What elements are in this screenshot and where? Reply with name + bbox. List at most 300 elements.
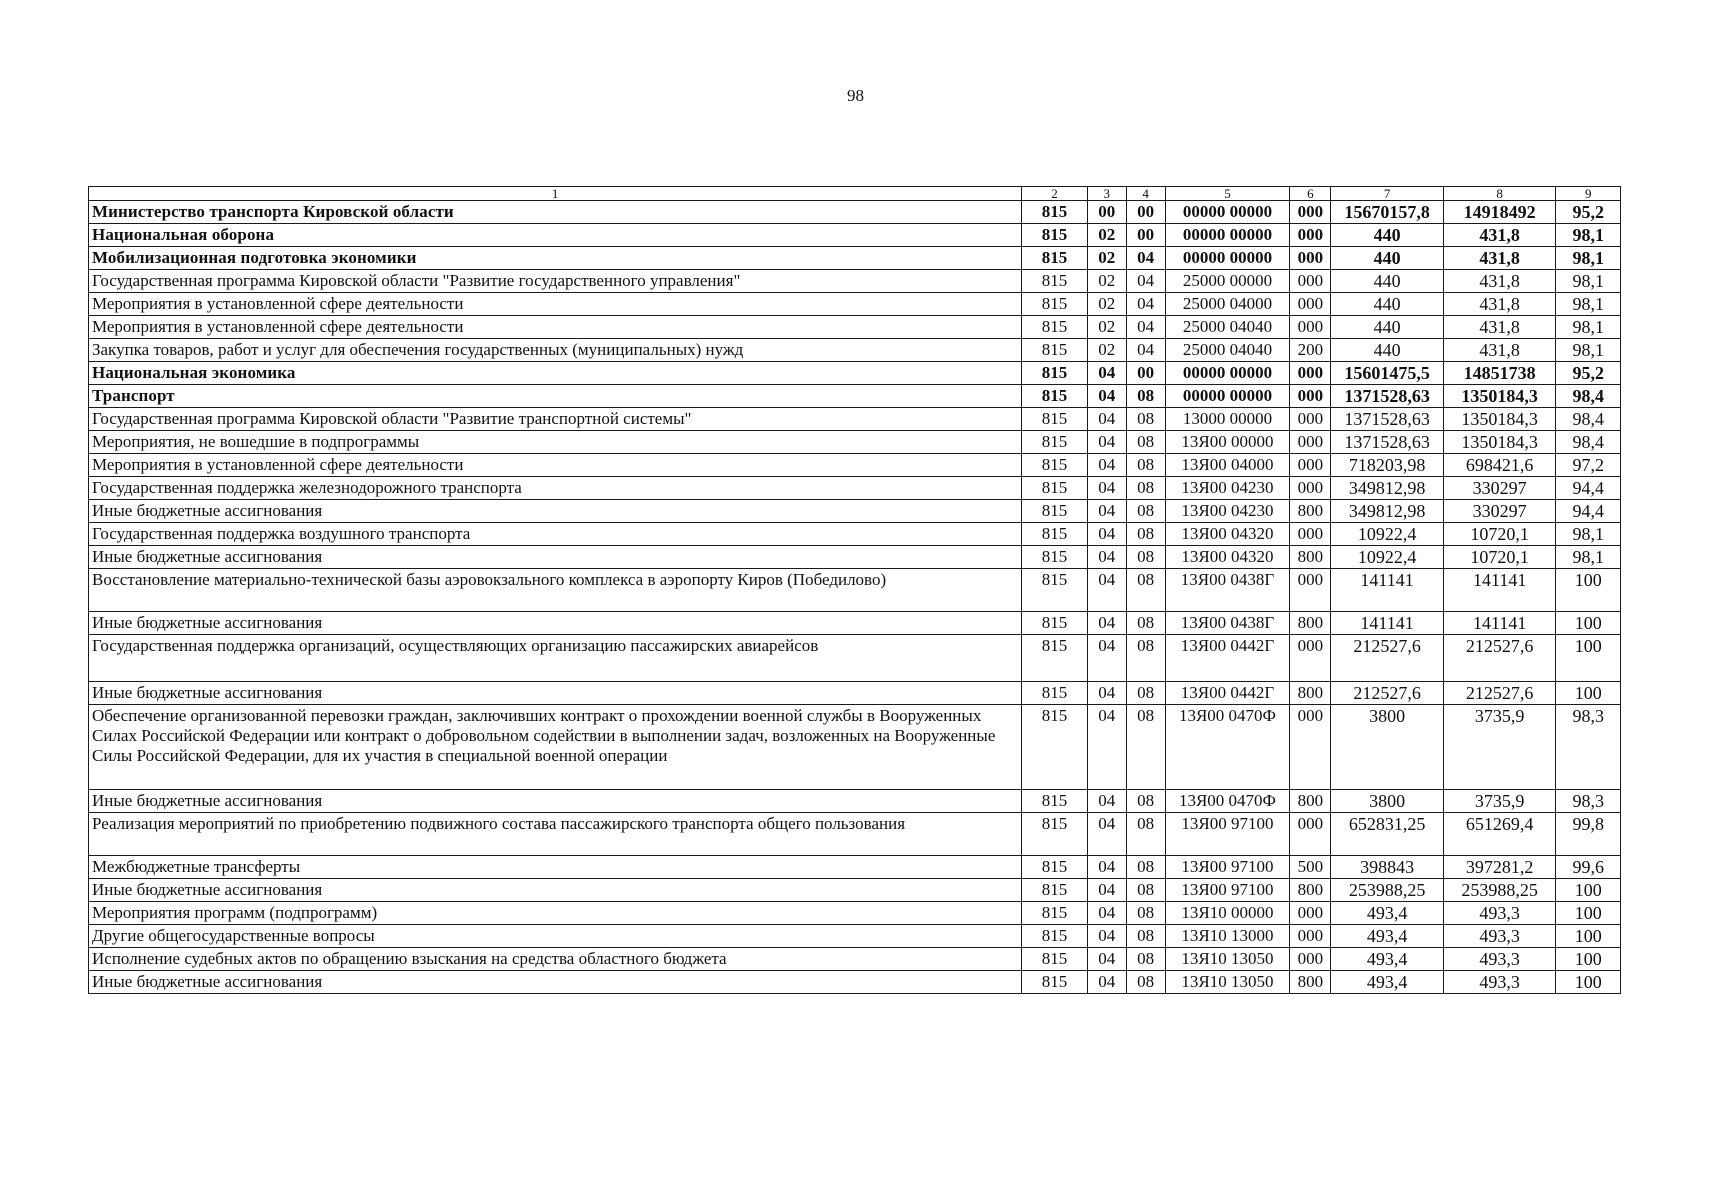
cell-code-admin: 815	[1022, 224, 1087, 247]
cell-section: 04	[1087, 813, 1126, 856]
cell-name: Национальная экономика	[89, 362, 1022, 385]
cell-planned: 10922,4	[1331, 523, 1444, 546]
cell-target-article: 13Я10 13050	[1165, 971, 1290, 994]
cell-planned: 1371528,63	[1331, 408, 1444, 431]
cell-name: Обеспечение организованной перевозки граждан, заключивших контракт о прохождении военной службы в Вооруженных Силах Российской Федерации или контракт о добровольном содействии в выполнении задач, возложенных на Вооруженные Силы Российской Федерации, для их участия в специальной военной операции	[89, 705, 1022, 790]
cell-expense-type: 800	[1290, 682, 1331, 705]
cell-target-article: 13Я00 0470Ф	[1165, 705, 1290, 790]
cell-percent: 98,1	[1556, 523, 1621, 546]
cell-subsection: 08	[1126, 813, 1165, 856]
budget-table	[88, 186, 1621, 994]
cell-name: Государственная программа Кировской области "Развитие транспортной системы"	[89, 408, 1022, 431]
cell-section: 04	[1087, 971, 1126, 994]
table-row	[89, 293, 1621, 316]
cell-subsection: 08	[1126, 477, 1165, 500]
column-header: 9	[1556, 187, 1621, 201]
table-row	[89, 682, 1621, 705]
cell-code-admin: 815	[1022, 247, 1087, 270]
cell-planned: 3800	[1331, 790, 1444, 813]
cell-target-article: 25000 04040	[1165, 339, 1290, 362]
cell-subsection: 08	[1126, 879, 1165, 902]
cell-name: Государственная поддержка железнодорожного транспорта	[89, 477, 1022, 500]
column-header: 8	[1443, 187, 1556, 201]
column-header: 2	[1022, 187, 1087, 201]
cell-percent: 100	[1556, 612, 1621, 635]
cell-section: 04	[1087, 879, 1126, 902]
cell-target-article: 00000 00000	[1165, 362, 1290, 385]
cell-expense-type: 800	[1290, 546, 1331, 569]
cell-subsection: 08	[1126, 454, 1165, 477]
cell-percent: 100	[1556, 879, 1621, 902]
table-row	[89, 813, 1621, 856]
table-row	[89, 523, 1621, 546]
cell-executed: 431,8	[1443, 339, 1556, 362]
column-header: 3	[1087, 187, 1126, 201]
cell-code-admin: 815	[1022, 201, 1087, 224]
cell-target-article: 00000 00000	[1165, 201, 1290, 224]
cell-executed: 493,3	[1443, 948, 1556, 971]
cell-planned: 493,4	[1331, 948, 1444, 971]
cell-name: Министерство транспорта Кировской области	[89, 201, 1022, 224]
cell-executed: 14918492	[1443, 201, 1556, 224]
cell-executed: 698421,6	[1443, 454, 1556, 477]
cell-target-article: 13Я10 00000	[1165, 902, 1290, 925]
cell-planned: 212527,6	[1331, 635, 1444, 682]
cell-executed: 14851738	[1443, 362, 1556, 385]
cell-expense-type: 000	[1290, 925, 1331, 948]
cell-executed: 141141	[1443, 569, 1556, 612]
cell-name: Мероприятия в установленной сфере деятельности	[89, 293, 1022, 316]
cell-code-admin: 815	[1022, 635, 1087, 682]
cell-executed: 1350184,3	[1443, 431, 1556, 454]
cell-code-admin: 815	[1022, 316, 1087, 339]
cell-planned: 652831,25	[1331, 813, 1444, 856]
cell-section: 02	[1087, 339, 1126, 362]
cell-section: 04	[1087, 856, 1126, 879]
cell-section: 02	[1087, 316, 1126, 339]
cell-expense-type: 000	[1290, 477, 1331, 500]
cell-code-admin: 815	[1022, 408, 1087, 431]
cell-executed: 253988,25	[1443, 879, 1556, 902]
cell-section: 02	[1087, 270, 1126, 293]
cell-code-admin: 815	[1022, 339, 1087, 362]
table-row	[89, 247, 1621, 270]
cell-code-admin: 815	[1022, 385, 1087, 408]
cell-code-admin: 815	[1022, 902, 1087, 925]
cell-percent: 98,4	[1556, 385, 1621, 408]
column-header: 7	[1331, 187, 1444, 201]
cell-code-admin: 815	[1022, 523, 1087, 546]
cell-section: 04	[1087, 454, 1126, 477]
cell-section: 04	[1087, 790, 1126, 813]
cell-expense-type: 000	[1290, 569, 1331, 612]
cell-section: 04	[1087, 682, 1126, 705]
cell-subsection: 08	[1126, 790, 1165, 813]
cell-section: 04	[1087, 902, 1126, 925]
cell-percent: 99,6	[1556, 856, 1621, 879]
cell-name: Исполнение судебных актов по обращению взыскания на средства областного бюджета	[89, 948, 1022, 971]
cell-subsection: 08	[1126, 612, 1165, 635]
cell-expense-type: 000	[1290, 813, 1331, 856]
cell-subsection: 04	[1126, 339, 1165, 362]
cell-executed: 431,8	[1443, 224, 1556, 247]
cell-code-admin: 815	[1022, 500, 1087, 523]
page-number: 98	[847, 86, 864, 105]
cell-expense-type: 500	[1290, 856, 1331, 879]
cell-target-article: 13Я00 0442Г	[1165, 635, 1290, 682]
cell-subsection: 08	[1126, 569, 1165, 612]
cell-percent: 98,1	[1556, 546, 1621, 569]
cell-subsection: 00	[1126, 224, 1165, 247]
cell-section: 04	[1087, 500, 1126, 523]
table-row	[89, 546, 1621, 569]
cell-name: Закупка товаров, работ и услуг для обеспечения государственных (муниципальных) нужд	[89, 339, 1022, 362]
cell-target-article: 00000 00000	[1165, 385, 1290, 408]
cell-subsection: 04	[1126, 270, 1165, 293]
cell-name: Мероприятия программ (подпрограмм)	[89, 902, 1022, 925]
cell-section: 04	[1087, 431, 1126, 454]
table-row	[89, 612, 1621, 635]
cell-section: 02	[1087, 293, 1126, 316]
table-row	[89, 477, 1621, 500]
cell-expense-type: 000	[1290, 523, 1331, 546]
table-row	[89, 856, 1621, 879]
cell-name: Иные бюджетные ассигнования	[89, 790, 1022, 813]
cell-section: 04	[1087, 925, 1126, 948]
cell-subsection: 04	[1126, 293, 1165, 316]
cell-expense-type: 000	[1290, 316, 1331, 339]
cell-planned: 440	[1331, 339, 1444, 362]
cell-subsection: 00	[1126, 201, 1165, 224]
cell-code-admin: 815	[1022, 546, 1087, 569]
cell-target-article: 13Я00 04000	[1165, 454, 1290, 477]
cell-executed: 493,3	[1443, 925, 1556, 948]
cell-name: Иные бюджетные ассигнования	[89, 546, 1022, 569]
table-row	[89, 971, 1621, 994]
cell-percent: 100	[1556, 635, 1621, 682]
cell-expense-type: 000	[1290, 270, 1331, 293]
cell-subsection: 08	[1126, 408, 1165, 431]
cell-planned: 440	[1331, 270, 1444, 293]
cell-target-article: 13Я00 97100	[1165, 856, 1290, 879]
cell-planned: 1371528,63	[1331, 431, 1444, 454]
cell-name: Иные бюджетные ассигнования	[89, 879, 1022, 902]
cell-code-admin: 815	[1022, 705, 1087, 790]
cell-subsection: 08	[1126, 902, 1165, 925]
cell-planned: 3800	[1331, 705, 1444, 790]
cell-section: 02	[1087, 224, 1126, 247]
cell-planned: 398843	[1331, 856, 1444, 879]
cell-section: 04	[1087, 948, 1126, 971]
cell-planned: 349812,98	[1331, 500, 1444, 523]
cell-target-article: 13Я00 04230	[1165, 477, 1290, 500]
cell-planned: 253988,25	[1331, 879, 1444, 902]
cell-target-article: 13Я00 0442Г	[1165, 682, 1290, 705]
cell-section: 04	[1087, 635, 1126, 682]
cell-executed: 431,8	[1443, 247, 1556, 270]
cell-name: Мероприятия, не вошедшие в подпрограммы	[89, 431, 1022, 454]
cell-section: 02	[1087, 247, 1126, 270]
cell-code-admin: 815	[1022, 879, 1087, 902]
cell-expense-type: 200	[1290, 339, 1331, 362]
cell-code-admin: 815	[1022, 431, 1087, 454]
cell-executed: 330297	[1443, 500, 1556, 523]
table-row	[89, 408, 1621, 431]
cell-name: Государственная поддержка воздушного транспорта	[89, 523, 1022, 546]
cell-percent: 98,1	[1556, 339, 1621, 362]
cell-name: Иные бюджетные ассигнования	[89, 612, 1022, 635]
cell-percent: 100	[1556, 948, 1621, 971]
cell-expense-type: 000	[1290, 385, 1331, 408]
cell-expense-type: 000	[1290, 902, 1331, 925]
cell-executed: 3735,9	[1443, 705, 1556, 790]
cell-section: 04	[1087, 362, 1126, 385]
table-row	[89, 925, 1621, 948]
cell-expense-type: 000	[1290, 705, 1331, 790]
cell-subsection: 04	[1126, 316, 1165, 339]
cell-planned: 1371528,63	[1331, 385, 1444, 408]
cell-name: Иные бюджетные ассигнования	[89, 500, 1022, 523]
cell-planned: 493,4	[1331, 902, 1444, 925]
cell-subsection: 08	[1126, 948, 1165, 971]
cell-name: Иные бюджетные ассигнования	[89, 682, 1022, 705]
cell-subsection: 08	[1126, 500, 1165, 523]
cell-planned: 440	[1331, 293, 1444, 316]
cell-percent: 100	[1556, 569, 1621, 612]
cell-section: 04	[1087, 385, 1126, 408]
cell-section: 04	[1087, 523, 1126, 546]
cell-percent: 98,1	[1556, 316, 1621, 339]
table-row	[89, 790, 1621, 813]
cell-name: Межбюджетные трансферты	[89, 856, 1022, 879]
cell-name: Восстановление материально-технической базы аэровокзального комплекса в аэропорту Киров (Победилово)	[89, 569, 1022, 612]
cell-code-admin: 815	[1022, 682, 1087, 705]
cell-expense-type: 000	[1290, 408, 1331, 431]
cell-executed: 212527,6	[1443, 682, 1556, 705]
table-row	[89, 879, 1621, 902]
cell-name: Другие общегосударственные вопросы	[89, 925, 1022, 948]
cell-target-article: 13Я00 04320	[1165, 523, 1290, 546]
cell-percent: 98,3	[1556, 705, 1621, 790]
cell-section: 04	[1087, 477, 1126, 500]
cell-percent: 94,4	[1556, 477, 1621, 500]
cell-expense-type: 000	[1290, 224, 1331, 247]
cell-target-article: 13Я00 00000	[1165, 431, 1290, 454]
cell-code-admin: 815	[1022, 477, 1087, 500]
cell-subsection: 08	[1126, 431, 1165, 454]
table-body	[89, 201, 1621, 994]
cell-code-admin: 815	[1022, 569, 1087, 612]
cell-executed: 397281,2	[1443, 856, 1556, 879]
table-row	[89, 339, 1621, 362]
cell-executed: 431,8	[1443, 293, 1556, 316]
cell-percent: 100	[1556, 902, 1621, 925]
cell-code-admin: 815	[1022, 293, 1087, 316]
cell-executed: 1350184,3	[1443, 408, 1556, 431]
cell-section: 04	[1087, 569, 1126, 612]
cell-planned: 493,4	[1331, 925, 1444, 948]
cell-planned: 718203,98	[1331, 454, 1444, 477]
cell-subsection: 00	[1126, 362, 1165, 385]
table-row	[89, 316, 1621, 339]
cell-executed: 1350184,3	[1443, 385, 1556, 408]
cell-subsection: 08	[1126, 971, 1165, 994]
cell-name: Иные бюджетные ассигнования	[89, 971, 1022, 994]
cell-section: 04	[1087, 705, 1126, 790]
cell-executed: 330297	[1443, 477, 1556, 500]
cell-subsection: 08	[1126, 523, 1165, 546]
cell-target-article: 13Я00 0438Г	[1165, 569, 1290, 612]
cell-percent: 95,2	[1556, 201, 1621, 224]
cell-percent: 100	[1556, 925, 1621, 948]
cell-expense-type: 800	[1290, 612, 1331, 635]
cell-code-admin: 815	[1022, 612, 1087, 635]
cell-subsection: 08	[1126, 856, 1165, 879]
cell-executed: 651269,4	[1443, 813, 1556, 856]
cell-executed: 493,3	[1443, 902, 1556, 925]
cell-expense-type: 000	[1290, 431, 1331, 454]
cell-target-article: 13Я00 97100	[1165, 879, 1290, 902]
cell-planned: 15601475,5	[1331, 362, 1444, 385]
cell-subsection: 08	[1126, 682, 1165, 705]
table-row	[89, 224, 1621, 247]
cell-target-article: 13Я10 13000	[1165, 925, 1290, 948]
cell-section: 00	[1087, 201, 1126, 224]
cell-expense-type: 000	[1290, 635, 1331, 682]
cell-target-article: 13000 00000	[1165, 408, 1290, 431]
cell-executed: 431,8	[1443, 316, 1556, 339]
table-row	[89, 635, 1621, 682]
cell-planned: 141141	[1331, 612, 1444, 635]
cell-subsection: 08	[1126, 925, 1165, 948]
cell-expense-type: 000	[1290, 454, 1331, 477]
cell-target-article: 13Я00 0438Г	[1165, 612, 1290, 635]
cell-expense-type: 800	[1290, 971, 1331, 994]
cell-target-article: 25000 04000	[1165, 293, 1290, 316]
column-header: 1	[89, 187, 1022, 201]
cell-subsection: 08	[1126, 705, 1165, 790]
cell-percent: 98,1	[1556, 293, 1621, 316]
table-row	[89, 902, 1621, 925]
cell-name: Транспорт	[89, 385, 1022, 408]
cell-target-article: 13Я00 0470Ф	[1165, 790, 1290, 813]
cell-section: 04	[1087, 612, 1126, 635]
cell-code-admin: 815	[1022, 813, 1087, 856]
cell-code-admin: 815	[1022, 362, 1087, 385]
cell-target-article: 25000 00000	[1165, 270, 1290, 293]
cell-percent: 99,8	[1556, 813, 1621, 856]
cell-code-admin: 815	[1022, 948, 1087, 971]
cell-planned: 349812,98	[1331, 477, 1444, 500]
cell-planned: 440	[1331, 224, 1444, 247]
cell-name: Национальная оборона	[89, 224, 1022, 247]
cell-name: Реализация мероприятий по приобретению подвижного состава пассажирского транспорта общего пользования	[89, 813, 1022, 856]
cell-expense-type: 000	[1290, 362, 1331, 385]
cell-percent: 95,2	[1556, 362, 1621, 385]
cell-percent: 100	[1556, 682, 1621, 705]
cell-percent: 94,4	[1556, 500, 1621, 523]
cell-subsection: 08	[1126, 635, 1165, 682]
table-header-row	[89, 187, 1621, 201]
cell-planned: 141141	[1331, 569, 1444, 612]
cell-code-admin: 815	[1022, 971, 1087, 994]
cell-expense-type: 000	[1290, 293, 1331, 316]
cell-subsection: 08	[1126, 546, 1165, 569]
cell-name: Мероприятия в установленной сфере деятельности	[89, 316, 1022, 339]
cell-planned: 493,4	[1331, 971, 1444, 994]
cell-percent: 98,3	[1556, 790, 1621, 813]
cell-target-article: 13Я00 97100	[1165, 813, 1290, 856]
table-row	[89, 270, 1621, 293]
cell-target-article: 13Я00 04320	[1165, 546, 1290, 569]
cell-planned: 10922,4	[1331, 546, 1444, 569]
table-row	[89, 569, 1621, 612]
column-header: 4	[1126, 187, 1165, 201]
cell-section: 04	[1087, 546, 1126, 569]
table-row	[89, 362, 1621, 385]
cell-percent: 98,4	[1556, 408, 1621, 431]
cell-expense-type: 000	[1290, 201, 1331, 224]
cell-percent: 98,4	[1556, 431, 1621, 454]
table-row	[89, 454, 1621, 477]
cell-executed: 3735,9	[1443, 790, 1556, 813]
column-header: 5	[1165, 187, 1290, 201]
cell-code-admin: 815	[1022, 856, 1087, 879]
cell-name: Мероприятия в установленной сфере деятельности	[89, 454, 1022, 477]
cell-target-article: 00000 00000	[1165, 247, 1290, 270]
table-row	[89, 948, 1621, 971]
cell-code-admin: 815	[1022, 270, 1087, 293]
table-row	[89, 500, 1621, 523]
cell-expense-type: 000	[1290, 948, 1331, 971]
cell-expense-type: 000	[1290, 247, 1331, 270]
column-header: 6	[1290, 187, 1331, 201]
cell-code-admin: 815	[1022, 454, 1087, 477]
cell-name: Государственная поддержка организаций, осуществляющих организацию пассажирских авиарейсов	[89, 635, 1022, 682]
cell-target-article: 25000 04040	[1165, 316, 1290, 339]
cell-target-article: 13Я00 04230	[1165, 500, 1290, 523]
cell-code-admin: 815	[1022, 925, 1087, 948]
cell-target-article: 00000 00000	[1165, 224, 1290, 247]
cell-planned: 440	[1331, 316, 1444, 339]
cell-percent: 98,1	[1556, 270, 1621, 293]
table-row	[89, 201, 1621, 224]
cell-planned: 15670157,8	[1331, 201, 1444, 224]
cell-executed: 10720,1	[1443, 523, 1556, 546]
table-row	[89, 705, 1621, 790]
cell-executed: 141141	[1443, 612, 1556, 635]
cell-subsection: 04	[1126, 247, 1165, 270]
table-row	[89, 385, 1621, 408]
cell-expense-type: 800	[1290, 500, 1331, 523]
cell-percent: 98,1	[1556, 247, 1621, 270]
cell-percent: 100	[1556, 971, 1621, 994]
cell-executed: 431,8	[1443, 270, 1556, 293]
cell-section: 04	[1087, 408, 1126, 431]
cell-executed: 212527,6	[1443, 635, 1556, 682]
cell-expense-type: 800	[1290, 879, 1331, 902]
cell-subsection: 08	[1126, 385, 1165, 408]
cell-planned: 440	[1331, 247, 1444, 270]
cell-percent: 98,1	[1556, 224, 1621, 247]
table-row	[89, 431, 1621, 454]
cell-name: Государственная программа Кировской области "Развитие государственного управления"	[89, 270, 1022, 293]
cell-executed: 493,3	[1443, 971, 1556, 994]
cell-expense-type: 800	[1290, 790, 1331, 813]
cell-target-article: 13Я10 13050	[1165, 948, 1290, 971]
cell-percent: 97,2	[1556, 454, 1621, 477]
cell-name: Мобилизационная подготовка экономики	[89, 247, 1022, 270]
